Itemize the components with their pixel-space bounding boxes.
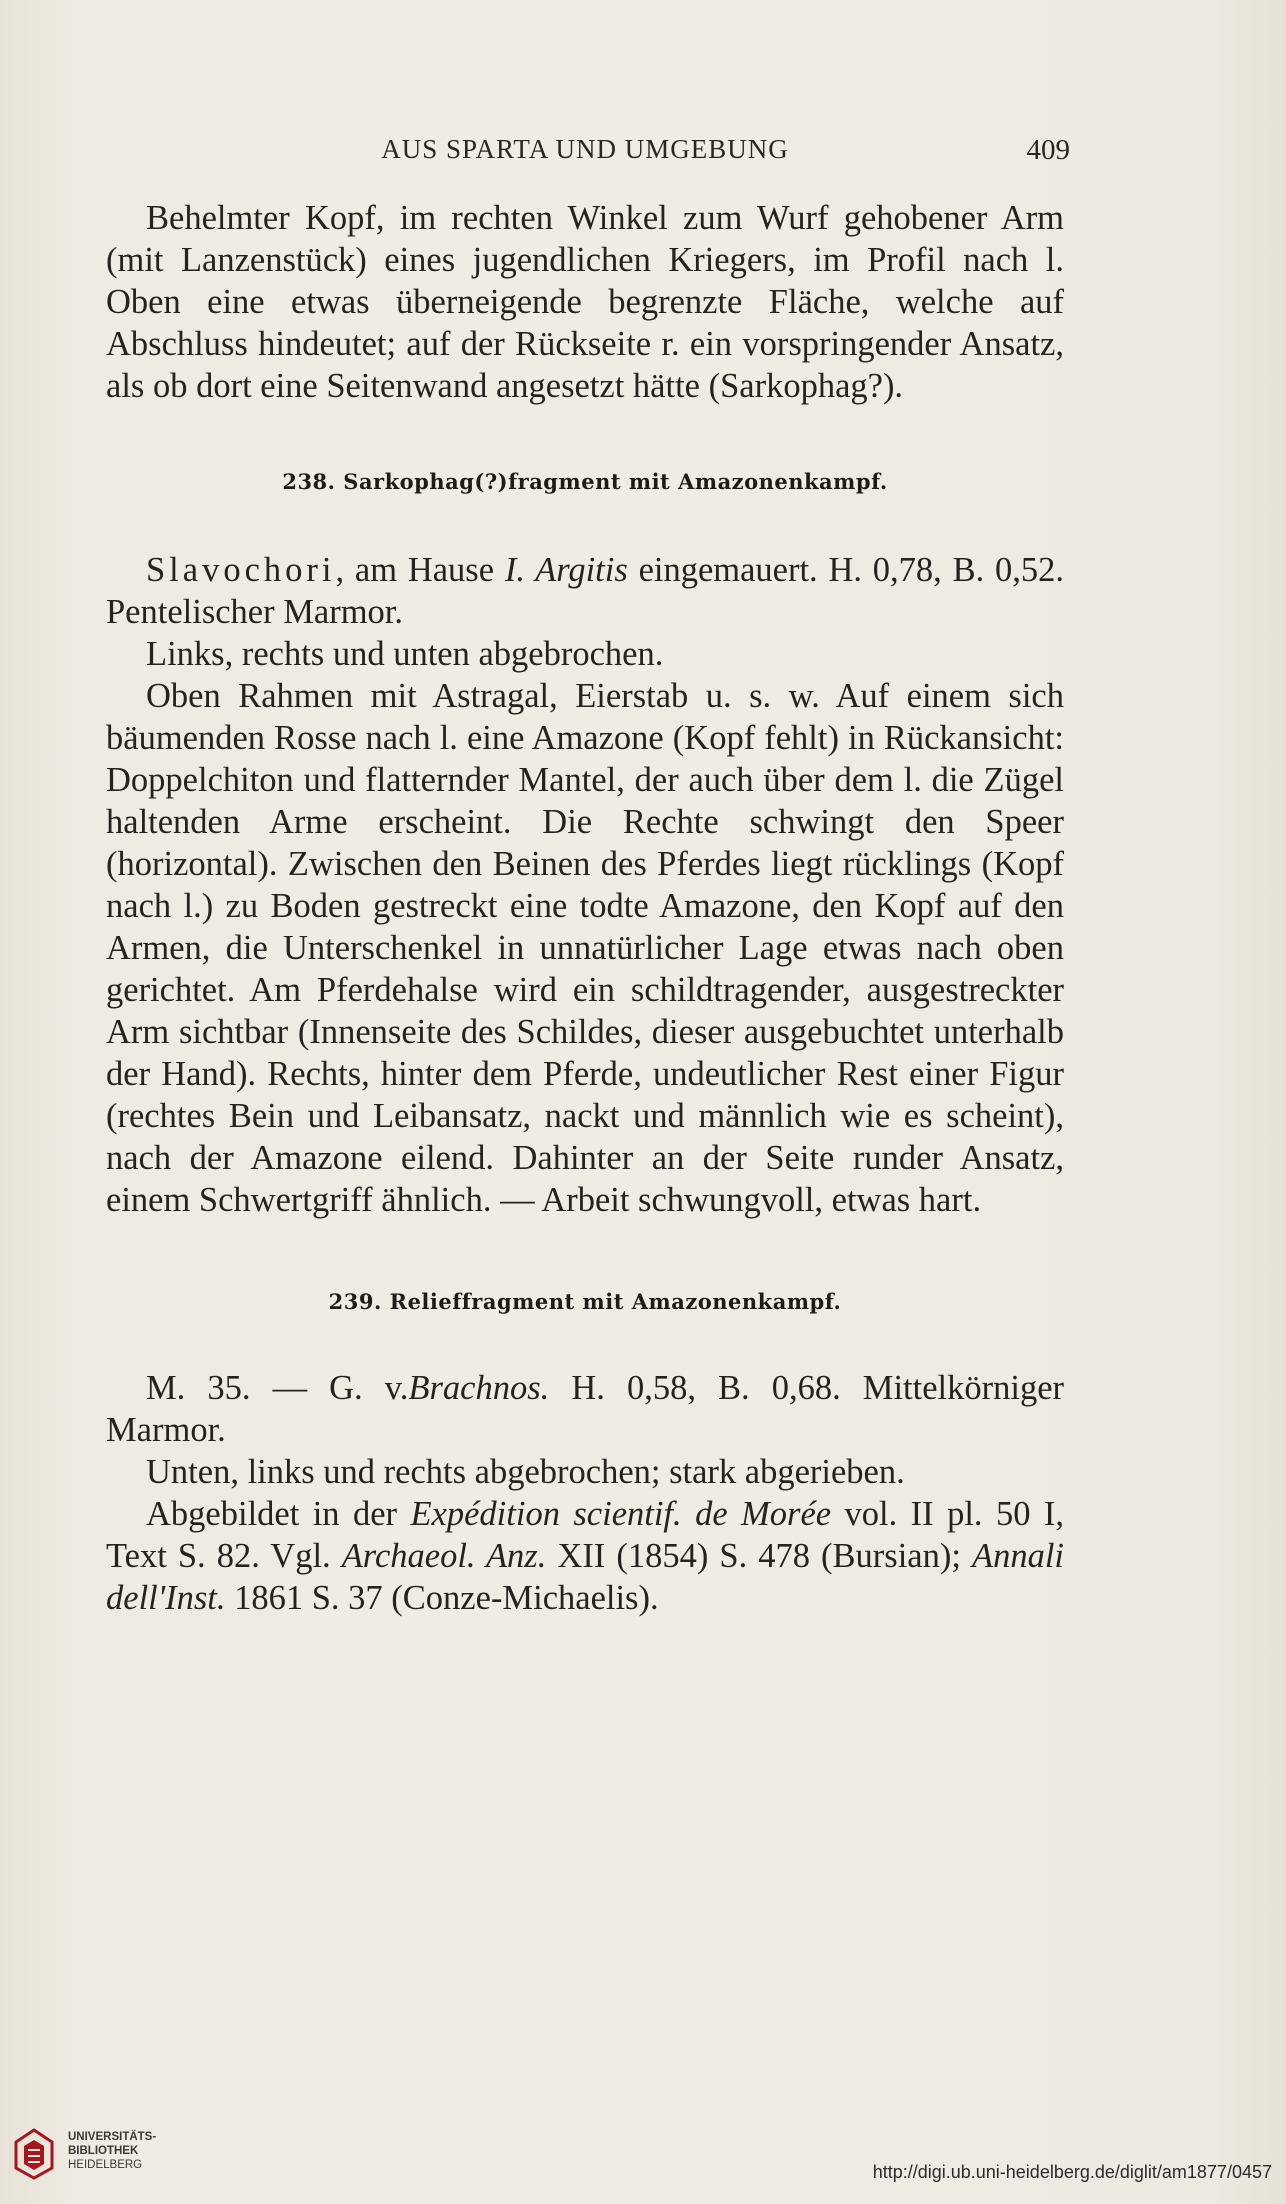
permalink-url[interactable]: http://digi.ub.uni-heidelberg.de/diglit/am1877/0457 (872, 2162, 1272, 2182)
entry-238-findspot (106, 549, 1064, 633)
find-details: eingemauert. H. 0,78, B. 0,52. Pentelischer Marmor. (106, 551, 1065, 631)
find-place-brachnos: Brachnos. (408, 1369, 550, 1407)
entry-238-heading: 238. Sarkophag(?)fragment mit Amazonenkampf. (282, 469, 888, 494)
entry-239-findspot (106, 1367, 1064, 1451)
find-house-owner: I. Argitis (504, 551, 628, 589)
entry-239-dimensions: H. 0,58, B. 0,68. Mittelkörniger Marmor. (106, 1369, 1064, 1449)
find-place: Slavochori (146, 551, 336, 589)
entry-239-bibliography (106, 1493, 1064, 1619)
biblio-text-1: Abgebildet in der (146, 1495, 411, 1533)
page-number: 409 (1026, 134, 1070, 166)
biblio-text-4: 1861 S. 37 (Conze-Michaelis). (225, 1579, 659, 1617)
biblio-text-2: vol. II pl. 50 I, Text S. 82. Vgl. (106, 1495, 1065, 1575)
entry-238-description: Oben Rahmen mit Astragal, Eierstab u. s. w. Auf einem sich bäumenden Rosse nach l. eine Amazone (Kopf fehlt) in Rückansicht: Doppelchiton und flatternder Mantel, der auch über dem l. die Zügel haltenden Arme erscheint. Die Rechte schwingt den Speer (horizontal). Zwischen den Beinen des Pferdes liegt rücklings (Kopf nach l.) zu Boden gestreckt eine todte Amazone, den Kopf auf den Armen, die Unterschenkel in unnatürlicher Lage etwas nach oben gerichtet. Am Pferdehalse wird ein schildtragender, ausgestreckter Arm sichtbar (Innenseite des Schildes, dieser ausgebuchtet unterhalb der Hand). Rechts, hinter dem Pferde, undeutlicher Rest einer Figur (rechtes Bein und Leibansatz, nackt und männlich wie es scheint), nach der Amazone eilend. Dahinter an der Seite runder Ansatz, einem Schwertgriff ähnlich. — Arbeit schwungvoll, etwas hart. (106, 677, 1064, 1219)
find-place-rest: , am Hause (335, 551, 495, 589)
entry-237-continuation: Behelmter Kopf, im rechten Winkel zum Wurf gehobener Arm (mit Lanzenstück) eines jugendlichen Kriegers, im Profil nach l. Oben eine etwas überneigende begrenzte Fläche, welche auf Abschluss hindeutet; auf der Rückseite r. ein vorspringender Ansatz, als ob dort eine Seitenwand angesetzt hätte (Sarkophag?). (106, 199, 1064, 405)
page-body (106, 197, 1064, 1619)
biblio-title-anzeiger: Archaeol. Anz. (341, 1537, 547, 1575)
running-title: AUS SPARTA UND UMGEBUNG (381, 134, 789, 164)
biblio-title-expedition: Expédition scientif. de Morée (410, 1495, 832, 1533)
logo-line-2: BIBLIOTHEK (68, 2145, 139, 2157)
page-header (100, 134, 1070, 174)
logo-line-1: UNIVERSITÄTS- (68, 2131, 157, 2143)
logo-line-3: HEIDELBERG (68, 2159, 143, 2171)
library-logo (14, 2124, 174, 2184)
entry-238-condition: Links, rechts und unten abgebrochen. (146, 635, 664, 673)
biblio-title-annali: Annali dell'Inst. (106, 1537, 1064, 1617)
library-name (68, 2130, 156, 2172)
entry-239-heading: 239. Relieffragment mit Amazonenkampf. (328, 1289, 842, 1314)
museum-ref: M. 35. — G. v. (146, 1369, 409, 1407)
biblio-text-3: XII (1854) S. 478 (Bursian); (546, 1537, 972, 1575)
entry-239-condition: Unten, links und rechts abgebrochen; stark abgerieben. (146, 1453, 905, 1491)
library-emblem-icon (14, 2128, 54, 2180)
